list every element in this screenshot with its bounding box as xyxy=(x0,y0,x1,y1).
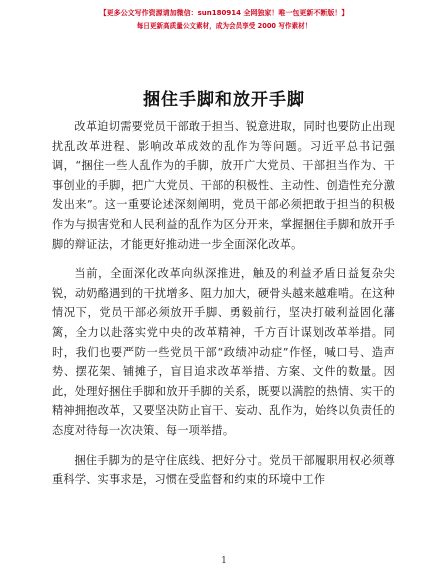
promo-banner-line-2: 每日更新高质量公文素材，成为会员享受 2000 写作素材！ xyxy=(136,22,312,30)
document-title: 捆住手脚和放开手脚 xyxy=(143,90,305,110)
promo-banner-line-1: 【更多公文写作资源请加微信：sun180914 全网独家！唯一包更新不断版！】 xyxy=(99,9,349,17)
paragraph: 当前，全面深化改革向纵深推进，触及的利益矛盾日益复杂尖锐，动奶酪遇到的干扰增多、阻力加大，硬骨头越来越难啃。在这种情况下，党员干部必须放开手脚、勇毅前行，坚决打破利益固化藩篱，全力以赴落实党中央的改革精神，千方百计谋划改革举措。同时，我们也要严防一些党员干部“政绩冲动症”作怪，喊口号、造声势、摆花架、铺摊子，盲目追求改革举措、方案、文件的数量。因此，处理好捆住手脚和放开手脚的关系，既要以满腔的热情、实干的精神拥抱改革，又要坚决防止盲干、妄动、乱作为，始终以负责任的态度对待每一次决策、每一项举措。 xyxy=(52,267,395,437)
page-number: 1 xyxy=(221,556,227,566)
paragraph: 捆住手脚为的是守住底线、把好分寸。党员干部履职用权必须尊重科学、实事求是，习惯在受监督和约束的环境中工作 xyxy=(52,453,395,487)
document-body xyxy=(52,117,395,500)
paragraph: 改革迫切需要党员干部敢于担当、锐意进取，同时也要防止出现扰乱改革进程、影响改革成效的乱作为等问题。习近平总书记强调，“捆住一些人乱作为的手脚，放开广大党员、干部担当作为、干事创业的手脚，把广大党员、干部的积极性、主动性、创造性充分激发出来”。这一重要论述深刻阐明，党员干部必须把敢于担当的积极作为与损害党和人民利益的乱作为区分开来，掌握捆住手脚和放开手脚的辩证法，才能更好推动进一步全面深化改革。 xyxy=(52,120,395,251)
